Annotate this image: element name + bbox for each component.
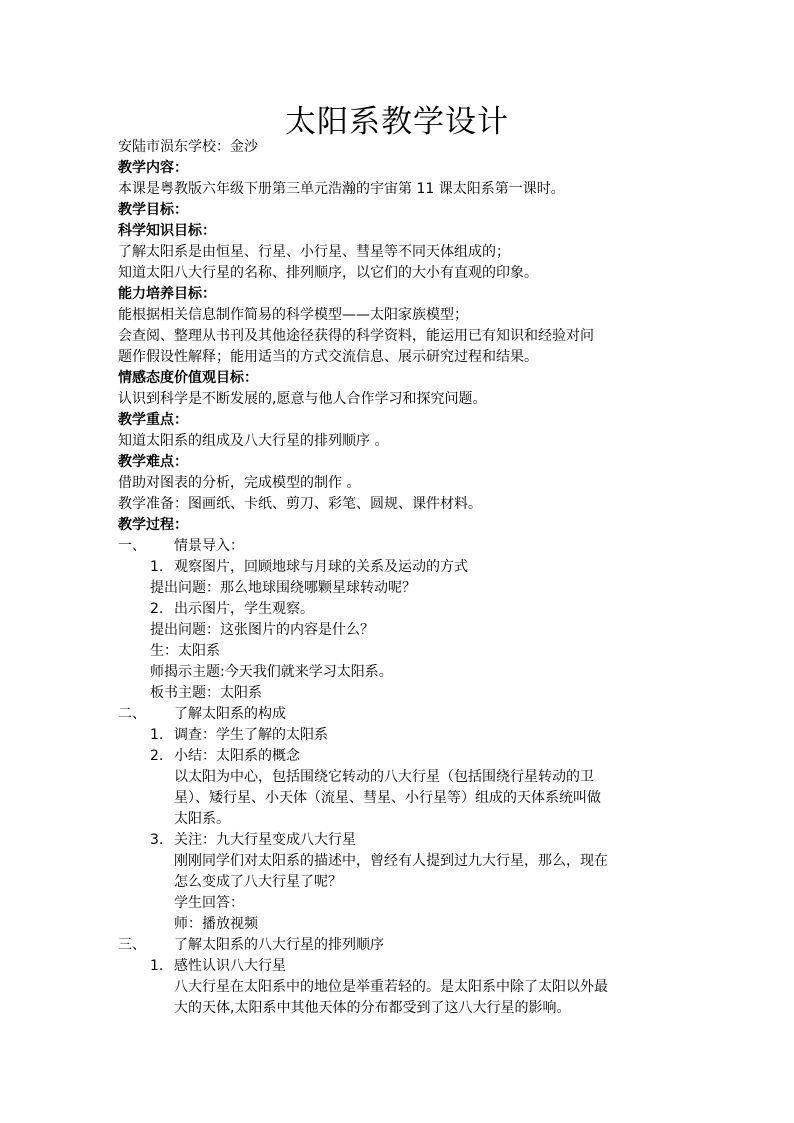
section-3-title: 了解太阳系的八大行星的排列顺序: [174, 937, 384, 953]
s2-item-1-text: 调查：学生了解的太阳系: [174, 727, 328, 743]
knowledge-heading: 科学知识目标：: [118, 223, 216, 239]
section-3-number: 三、: [118, 937, 146, 953]
s2-item-2-number: 2.: [150, 748, 164, 764]
s2-item-3-para-2: 怎么变成了八大行星了呢？: [174, 874, 342, 890]
knowledge-line-1: 了解太阳系是由恒星、行星、小行星、彗星等不同天体组成的；: [118, 244, 510, 260]
difficulty-text: 借助对图表的分析，完成模型的制作 。: [118, 475, 361, 491]
s2-item-2-para-1: 以太阳为中心，包括围绕它转动的八大行星（包括围绕行星转动的卫: [174, 769, 594, 785]
ability-line-2b: 题作假设性解释；能用适当的方式交流信息、展示研究过程和结果。: [118, 349, 538, 365]
knowledge-line-2: 知道太阳八大行星的名称、排列顺序，以它们的大小有直观的印象。: [118, 265, 538, 281]
s2-item-2: [150, 746, 300, 766]
s1-item-1: [150, 557, 468, 577]
s1-item-1-text: 观察图片，回顾地球与月球的关系及运动的方式: [174, 559, 468, 575]
s2-item-3-text: 关注：九大行星变成八大行星: [174, 832, 356, 848]
section-1-heading: [118, 536, 244, 556]
content-text: 本课是粤教版六年级下册第三单元浩瀚的宇宙第 11 课太阳系第一课时。: [118, 181, 565, 197]
document-title: 太阳系教学设计: [285, 104, 509, 140]
s2-item-3-number: 3.: [150, 832, 164, 848]
preparation-text: 教学准备：图画纸、卡纸、剪刀、彩笔、圆规、课件材料。: [118, 496, 482, 512]
s2-item-3: [150, 830, 356, 850]
difficulty-heading: 教学难点：: [118, 454, 188, 470]
s2-item-2-para-3: 太阳系。: [174, 811, 230, 827]
s1-item-1-number: 1.: [150, 559, 164, 575]
s3-item-1-para-1: 八大行星在太阳系中的地位是举重若轻的。是太阳系中除了太阳以外最: [174, 979, 608, 995]
section-1-title: 情景导入：: [174, 538, 244, 554]
section-1-number: 一、: [118, 538, 146, 554]
ability-heading: 能力培养目标：: [118, 286, 216, 302]
goals-heading: 教学目标：: [118, 202, 188, 218]
s1-question-2: 提出问题：这张图片的内容是什么？: [150, 622, 374, 638]
emotion-heading: 情感态度价值观目标：: [118, 370, 258, 386]
author-line: 安陆市涢东学校：金沙: [118, 139, 258, 155]
s2-item-2-text: 小结：太阳系的概念: [174, 748, 300, 764]
s1-student-answer: 生：太阳系: [150, 643, 220, 659]
s2-item-1-number: 1.: [150, 727, 164, 743]
section-2-number: 二、: [118, 706, 146, 722]
content-heading: 教学内容：: [118, 160, 188, 176]
section-2-title: 了解太阳系的构成: [174, 706, 286, 722]
key-text: 知道太阳系的组成及八大行星的排列顺序 。: [118, 433, 389, 449]
s1-item-2-number: 2.: [150, 601, 164, 617]
process-heading: 教学过程：: [118, 517, 188, 533]
key-heading: 教学重点：: [118, 412, 188, 428]
s3-item-1-number: 1.: [150, 958, 164, 974]
s1-item-2: [150, 599, 314, 619]
s3-item-1: [150, 956, 286, 976]
s1-teacher-line: 师揭示主题:今天我们就来学习太阳系。: [150, 664, 393, 680]
ability-line-2a: 会查阅、整理从书刊及其他途径获得的科学资料，能运用已有知识和经验对问: [118, 328, 594, 344]
section-3-heading: [118, 935, 384, 955]
s1-board-line: 板书主题：太阳系: [150, 685, 262, 701]
section-2-heading: [118, 704, 286, 724]
s3-item-1-text: 感性认识八大行星: [174, 958, 286, 974]
s2-item-2-para-2: 星）、矮行星、小天体（流星、彗星、小行星等）组成的天体系统叫做: [174, 790, 601, 806]
s2-item-3-para-1: 刚刚同学们对太阳系的描述中，曾经有人提到过九大行星，那么，现在: [174, 853, 608, 869]
s2-item-3-para-3: 学生回答：: [174, 895, 244, 911]
s1-item-2-text: 出示图片，学生观察。: [174, 601, 314, 617]
s3-item-1-para-2: 大的天体,太阳系中其他天体的分布都受到了这八大行星的影响。: [174, 1000, 571, 1016]
ability-line-1: 能根据相关信息制作简易的科学模型——太阳家族模型；: [118, 307, 468, 323]
s2-item-1: [150, 725, 328, 745]
s2-item-3-para-4: 师：播放视频: [174, 916, 258, 932]
emotion-text: 认识到科学是不断发展的,愿意与他人合作学习和探究问题。: [118, 391, 487, 407]
s1-question-1: 提出问题：那么地球围绕哪颗星球转动呢？: [150, 580, 416, 596]
